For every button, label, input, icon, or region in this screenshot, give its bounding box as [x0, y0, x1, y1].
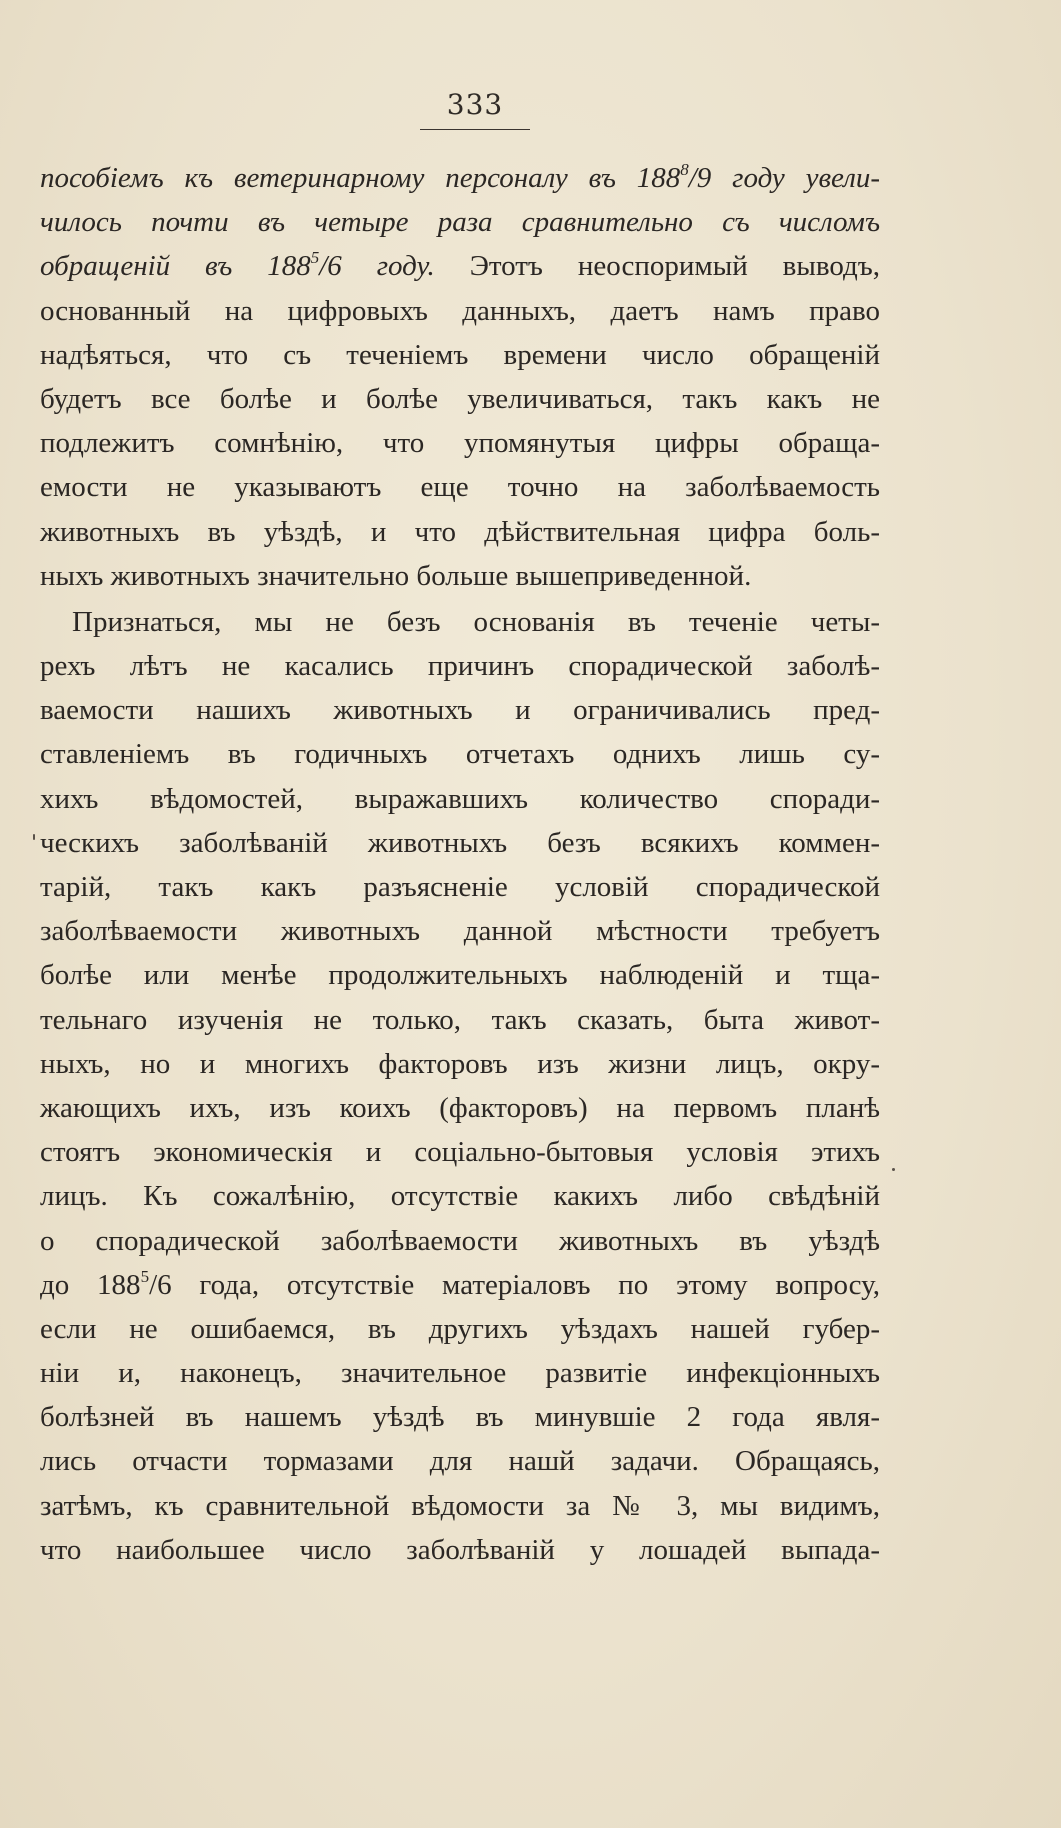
- text-line: [40, 1484, 880, 1528]
- text-line: [40, 554, 880, 598]
- page-number: 333: [446, 88, 504, 121]
- text-line: [40, 953, 880, 997]
- text-segment: ныхъ животныхъ значительно больше вышеприведенной.: [40, 559, 752, 592]
- text-segment: тарій, такъ какъ разъясненіе условій спорадической: [40, 871, 880, 903]
- text-segment: до 188: [40, 1268, 141, 1301]
- text-segment: надѣяться, что съ теченіемъ времени число обращеній: [40, 338, 880, 371]
- text-segment: будетъ все болѣе и болѣе увеличиваться, такъ какъ не: [40, 382, 880, 415]
- text-segment: стоятъ экономическія и соціально-бытовыя условія этихъ: [40, 1136, 880, 1169]
- text-segment: Этотъ неоспоримый выводъ,: [434, 250, 880, 283]
- text-segment: жающихъ ихъ, изъ коихъ (факторовъ) на первомъ планѣ: [40, 1091, 880, 1124]
- paper-speck: [892, 1168, 895, 1171]
- text-segment: затѣмъ, къ сравнительной вѣдомости за № 3, мы видимъ,: [40, 1489, 880, 1522]
- text-segment: хихъ вѣдомостей, выражавшихъ количество споради-: [40, 782, 880, 815]
- text-line: [40, 777, 880, 821]
- text-segment: основанный на цифровыхъ данныхъ, даетъ намъ право: [40, 294, 880, 327]
- text-segment: болѣзней въ нашемъ уѣздѣ въ минувшіе 2 года явля-: [40, 1401, 880, 1434]
- text-line: [40, 377, 880, 421]
- text-segment: лись отчасти тормазами для нашй задачи. Обращаясь,: [40, 1445, 880, 1478]
- superscript: 5: [140, 1266, 150, 1286]
- text-segment: заболѣваемости животныхъ данной мѣстности требуетъ: [40, 915, 880, 948]
- text-line: [40, 1174, 880, 1218]
- superscript: 8: [680, 160, 689, 179]
- text-line: [40, 289, 880, 333]
- header-rule: [420, 129, 530, 130]
- text-line: [40, 244, 880, 288]
- text-segment: болѣе или менѣе продолжительныхъ наблюденій и тща-: [40, 959, 880, 992]
- text-line: [40, 1042, 880, 1086]
- text-segment: рехъ лѣтъ не касались причинъ спорадической заболѣ-: [40, 650, 880, 683]
- superscript: 5: [310, 248, 320, 268]
- text-segment: тельнаго изученія не только, такъ сказать, быта живот-: [40, 1003, 880, 1036]
- text-segment: о спорадической заболѣваемости животныхъ въ уѣздѣ: [40, 1224, 880, 1257]
- text-line: [40, 1351, 880, 1395]
- text-line: [40, 200, 880, 244]
- text-segment: ставленіемъ въ годичныхъ отчетахъ однихъ лишь су-: [40, 738, 880, 771]
- text-line: [40, 1263, 880, 1307]
- text-line: [40, 465, 880, 509]
- text-line: [40, 600, 880, 644]
- text-line: [40, 688, 880, 732]
- text-line: [40, 865, 880, 909]
- text-segment: емости не указываютъ еще точно на заболѣваемость: [40, 471, 880, 504]
- text-line: [40, 644, 880, 688]
- text-line: [40, 1307, 880, 1351]
- text-segment: /9 году увели-: [688, 162, 880, 194]
- text-line: [40, 333, 880, 377]
- text-segment: ныхъ, но и многихъ факторовъ изъ жизни лицъ, окру-: [40, 1047, 880, 1080]
- text-segment: лицъ. Къ сожалѣнію, отсутствіе какихъ либо свѣдѣній: [40, 1180, 880, 1213]
- text-segment: пособіемъ къ ветеринарному персоналу въ 188: [40, 162, 681, 194]
- text-line: [40, 909, 880, 953]
- text-segment: Признаться, мы не безъ основанія въ теченіе четы-: [72, 605, 880, 638]
- text-line: [40, 998, 880, 1042]
- text-line: [40, 421, 880, 465]
- text-segment: животныхъ въ уѣздѣ, и что дѣйствительная цифра боль-: [40, 515, 880, 548]
- text-line: [40, 156, 880, 200]
- text-segment: ваемости нашихъ животныхъ и ограничивались пред-: [40, 694, 880, 727]
- text-line: [40, 1439, 880, 1483]
- text-segment: если не ошибаемся, въ другихъ уѣздахъ нашей губер-: [40, 1312, 880, 1345]
- text-segment: что наибольшее число заболѣваній у лошадей выпада-: [40, 1533, 880, 1566]
- text-segment: подлежитъ сомнѣнію, что упомянутыя цифры обраща-: [40, 427, 880, 460]
- text-segment: ческихъ заболѣваній животныхъ безъ всякихъ коммен-: [40, 826, 880, 859]
- text-line: [40, 1086, 880, 1130]
- paper-speck: [33, 834, 35, 840]
- text-segment: /6 году.: [319, 250, 435, 283]
- text-line: [40, 1219, 880, 1263]
- text-line: [40, 732, 880, 776]
- text-segment: ніи и, наконецъ, значительное развитіе инфекціонныхъ: [40, 1357, 880, 1390]
- body-text: [40, 156, 880, 1572]
- text-line: [40, 821, 880, 865]
- text-line: [40, 1395, 880, 1439]
- text-segment: /6 года, отсутствіе матеріаловъ по этому вопросу,: [149, 1268, 880, 1301]
- text-line: [40, 1130, 880, 1174]
- text-line: [40, 510, 880, 554]
- text-segment: чилось почти въ четыре раза сравнительно съ числомъ: [40, 206, 880, 239]
- text-segment: обращеній въ 188: [40, 250, 311, 283]
- text-line: [40, 1528, 880, 1572]
